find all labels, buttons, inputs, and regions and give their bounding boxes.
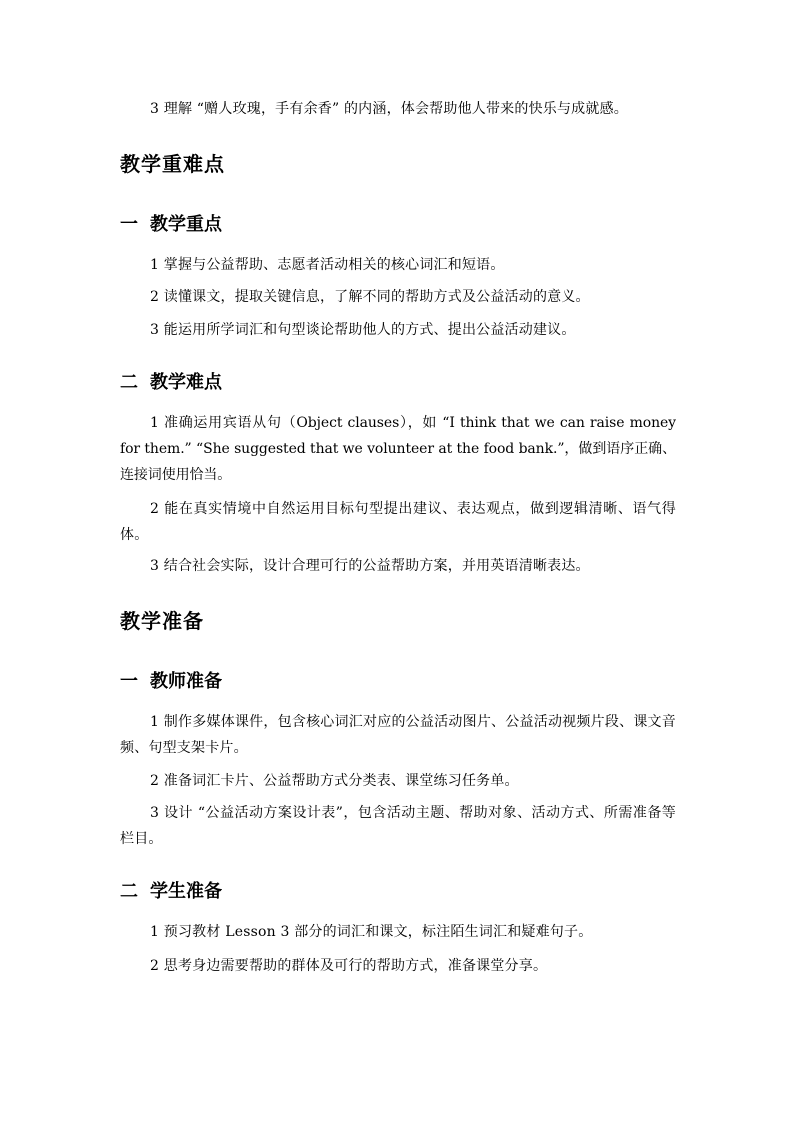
difficulty-item-1: 1 准确运用宾语从句（Object clauses），如 “I think that we can raise money for them.” “She suggested that we volunteer at the food bank.”，做到语序正确、连接词使用恰当。 <box>120 415 676 483</box>
goal-item-3: 3 理解 “赠人玫瑰，手有余香” 的内涵，体会帮助他人带来的快乐与成就感。 <box>150 101 628 117</box>
focus-item-1: 1 掌握与公益帮助、志愿者活动相关的核心词汇和短语。 <box>150 257 505 273</box>
subsection-number: 二 <box>120 372 138 393</box>
teacher-item-2: 2 准备词汇卡片、公益帮助方式分类表、课堂练习任务单。 <box>150 773 519 789</box>
section-title-preparation: 教学准备 <box>120 609 204 633</box>
focus-item-2: 2 读懂课文，提取关键信息，了解不同的帮助方式及公益活动的意义。 <box>150 289 590 305</box>
teacher-item-3: 3 设计 “公益活动方案设计表”，包含活动主题、帮助对象、活动方式、所需准备等栏目。 <box>120 805 676 847</box>
subsection-label: 学生准备 <box>150 881 222 902</box>
student-item-1: 1 预习教材 Lesson 3 部分的词汇和课文，标注陌生词汇和疑难句子。 <box>150 924 593 940</box>
teacher-item-1: 1 制作多媒体课件，包含核心词汇对应的公益活动图片、公益活动视频片段、课文音频、句型支架卡片。 <box>120 714 676 756</box>
subsection-title-student <box>120 879 222 905</box>
subsection-label: 教师准备 <box>150 671 222 692</box>
subsection-title-teacher <box>120 669 222 695</box>
subsection-label: 教学难点 <box>150 372 222 393</box>
subsection-title-difficulty <box>120 370 222 396</box>
subsection-number: 一 <box>120 671 138 692</box>
subsection-number: 二 <box>120 881 138 902</box>
subsection-title-focus <box>120 212 222 238</box>
section-title-key-difficult: 教学重难点 <box>120 152 225 176</box>
subsection-label: 教学重点 <box>150 214 222 235</box>
difficulty-item-3: 3 结合社会实际，设计合理可行的公益帮助方案，并用英语清晰表达。 <box>150 558 590 574</box>
student-item-2: 2 思考身边需要帮助的群体及可行的帮助方式，准备课堂分享。 <box>150 958 548 974</box>
focus-item-3: 3 能运用所学词汇和句型谈论帮助他人的方式、提出公益活动建议。 <box>150 322 576 338</box>
difficulty-item-2: 2 能在真实情境中自然运用目标句型提出建议、表达观点，做到逻辑清晰、语气得体。 <box>120 501 676 543</box>
subsection-number: 一 <box>120 214 138 235</box>
